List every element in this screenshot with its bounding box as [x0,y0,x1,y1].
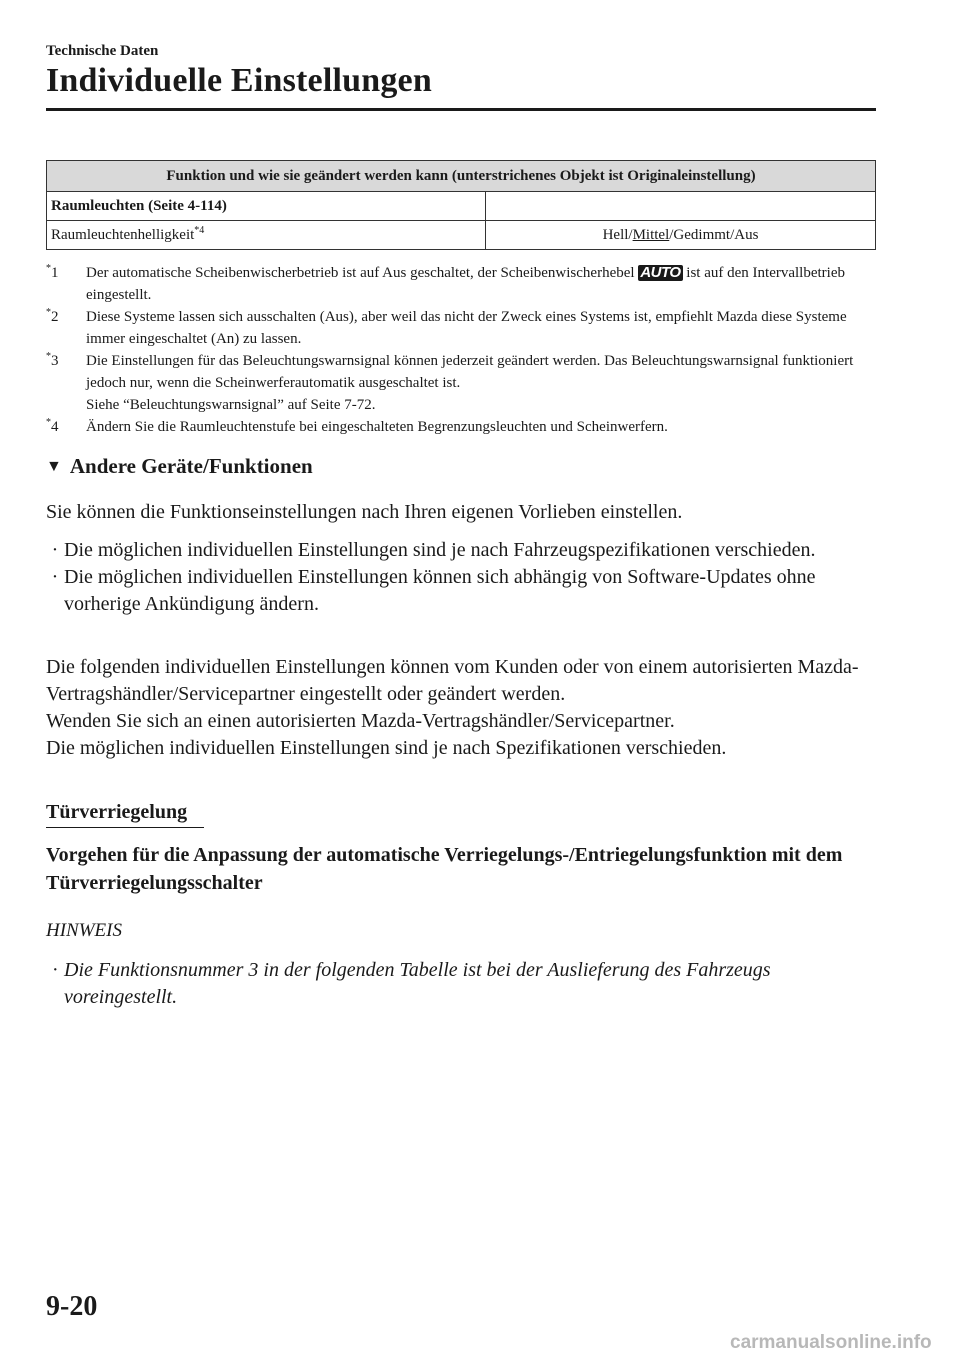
settings-table [46,160,876,250]
section-heading: ▼ Andere Geräte/Funktionen [46,454,313,478]
list-item: · Die möglichen individuellen Einstellungen können sich abhängig von Software-Updates ohne vorherige Ankündigung ändern. [46,564,876,618]
bullet-icon: · [52,959,58,981]
hint-list [46,957,876,1011]
default-option: Mittel [632,226,670,243]
row-label-interior-lights: Raumleuchten (Seite 4-114) [47,192,486,221]
table-header-row [47,161,876,192]
procedure-heading: Vorgehen für die Anpassung der automatische Verriegelungs-/Entriegelungsfunktion mit dem Türverriegelungsschalter [46,844,843,894]
page-title: Individuelle Einstellungen [46,62,432,99]
door-lock-heading: Türverriegelung [46,801,188,823]
heading-underline [46,827,204,828]
bullet-icon: · [51,539,59,561]
list-item: · Die möglichen individuellen Einstellungen sind je nach Fahrzeugspezifikationen verschieden. [46,537,876,564]
footnote-4: *4 Ändern Sie die Raumleuchtenstufe bei eingeschalteten Begrenzungsleuchten und Scheinwerfern. [46,417,668,435]
bullet-list [46,537,876,618]
footnote-1: *1 Der automatische Scheibenwischerbetrieb ist auf Aus geschaltet, der Scheibenwischerhebel AUTO ist auf den Intervallbetrieb eingestellt. [46,263,845,303]
footnote-2: *2 Diese Systeme lassen sich ausschalten (Aus), aber weil das nicht der Zweck eines Systems ist, empfiehlt Mazda diese Systeme immer eingeschaltet (An) zu lassen. [46,307,847,347]
page-number: 9-20 [46,1291,98,1322]
footnote-ref: *4 [194,224,205,236]
bullet-icon: · [51,566,59,588]
triangle-down-icon: ▼ [46,457,62,475]
footnotes [46,262,876,438]
row-value-interior-lights [486,192,876,221]
intro-paragraph: Sie können die Funktionseinstellungen nach Ihren eigenen Vorlieben einstellen. [46,501,683,523]
info-paragraph: Die folgenden individuellen Einstellungen können vom Kunden oder von einem autorisierten Mazda-Vertragshändler/Servicepartner eingestellt oder geändert werden. Wenden Sie sich an einen autorisierten Mazda-Vertragshändler/Servicepartner. Die möglichen individuellen Einstellungen sind je nach Spezifikationen verschieden. [46,656,859,759]
table-row [47,192,876,221]
title-divider [46,108,876,111]
list-item: · Die Funktionsnummer 3 in der folgenden Tabelle ist bei der Auslieferung des Fahrzeugs voreingestellt. [46,957,876,1011]
watermark: carmanualsonline.info [730,1332,932,1353]
row-value-brightness: Hell/Mittel/Gedimmt/Aus [486,221,876,250]
auto-icon: AUTO [640,264,681,281]
footnote-3: *3 Die Einstellungen für das Beleuchtungswarnsignal können jederzeit geändert werden. Das Beleuchtungswarnsignal funktioniert jedoch nur, wenn die Scheinwerferautomatik ausgeschaltet ist. Siehe “Beleuchtungswarnsignal” auf Seite 7-72. [46,351,854,413]
hint-label: HINWEIS [46,920,122,941]
table-row [47,221,876,250]
row-label-brightness: Raumleuchtenhelligkeit$^{*4}$ [47,221,486,250]
section-label: Technische Daten [46,43,159,59]
table-header: Funktion und wie sie geändert werden kann (unterstrichenes Objekt ist Originaleinstellung) [47,161,876,192]
